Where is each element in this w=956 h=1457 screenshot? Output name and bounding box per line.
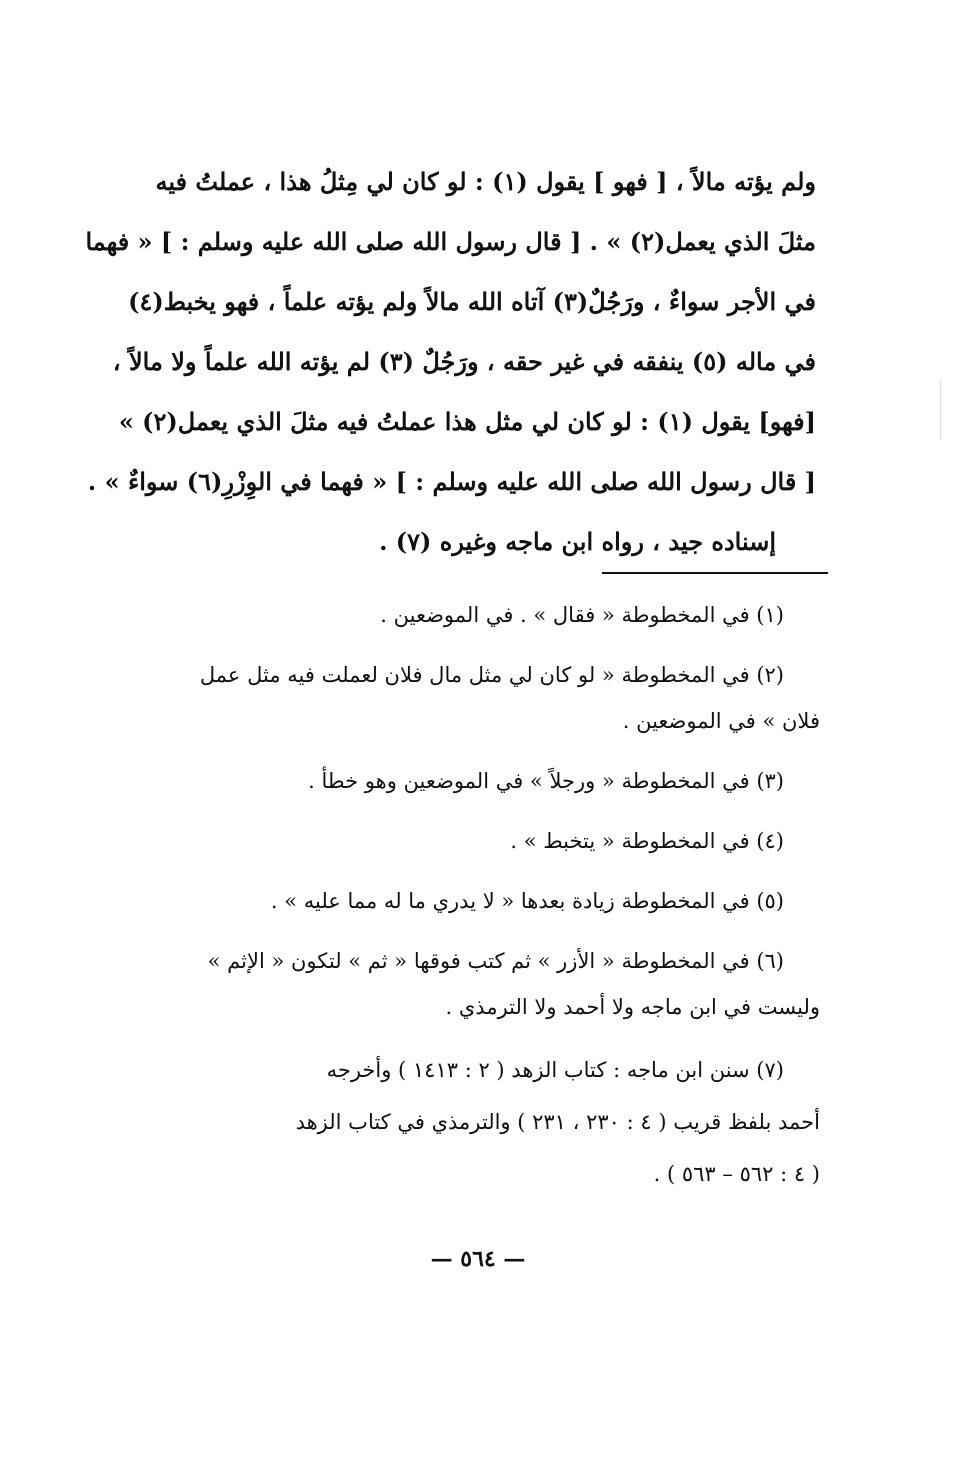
footnote-1	[160, 592, 820, 638]
main-text-line: ولم يؤته مالاً ، [ فهو ] يقول (١) : لو كان لي مِثلُ هذا ، عملتُ فيه	[155, 167, 816, 196]
footnote-5	[160, 878, 820, 924]
footnote-line: (٦) في المخطوطة « الأزر » ثم كتب فوقها « ثم » لتكون « الإثم »	[207, 949, 784, 973]
footnote-3	[160, 758, 820, 804]
footnote-6	[160, 938, 820, 1030]
footnote-line: (٤) في المخطوطة « يتخبط » .	[510, 829, 784, 853]
footnote-4	[160, 818, 820, 864]
main-text-line: في الأجر سواءٌ ، ورَجُلٌ(٣) آتاه الله مالاً ولم يؤته علماً ، فهو يخبط(٤)	[128, 287, 816, 316]
page-number: — ٥٦٤ —	[430, 1246, 526, 1272]
footnotes-block	[160, 592, 820, 1214]
main-text-line: [ قال رسول الله صلى الله عليه وسلم : ] « فهما في الوِزْرِ(٦) سواءٌ » .	[87, 467, 816, 496]
footnote-line: وليست في ابن ماجه ولا أحمد ولا الترمذي .	[445, 995, 820, 1019]
main-text-line-isnad: إسناده جيد ، رواه ابن ماجه وغيره (٧) .	[379, 527, 776, 556]
footnote-7	[160, 1044, 820, 1200]
footnote-line: (٥) في المخطوطة زيادة بعدها « لا يدري ما له مما عليه » .	[270, 889, 784, 913]
footnote-line: (٣) في المخطوطة « ورجلاً » في الموضعين وهو خطأ .	[308, 769, 784, 793]
footnote-line: ( ٤ : ٥٦٢ – ٥٦٣ ) .	[653, 1162, 820, 1186]
footnote-line: (٧) سنن ابن ماجه : كتاب الزهد ( ٢ : ١٤١٣ ) وأخرجه	[326, 1058, 784, 1082]
footnote-divider	[602, 572, 828, 574]
footnote-line: (٢) في المخطوطة « لو كان لي مثل مال فلان لعملت فيه مثل عمل	[199, 663, 784, 687]
footnote-line: (١) في المخطوطة « فقال » . في الموضعين .	[380, 603, 784, 627]
main-text-block	[85, 152, 816, 572]
main-text-line: [فهو] يقول (١) : لو كان لي مثل هذا عملتُ فيه مثلَ الذي يعمل(٢) »	[118, 407, 816, 436]
scan-edge-mark	[940, 380, 941, 440]
footnote-2	[160, 652, 820, 744]
main-text-line: في ماله (٥) ينفقه في غير حقه ، ورَجُلٌ (٣) لم يؤته الله علماً ولا مالاً ،	[112, 347, 816, 376]
footnote-line: أحمد بلفظ قريب ( ٤ : ٢٣٠ ، ٢٣١ ) والترمذي في كتاب الزهد	[295, 1110, 820, 1134]
main-text-line: مثلَ الذي يعمل(٢) » . [ قال رسول الله صلى الله عليه وسلم : ] « فهما	[85, 227, 816, 256]
footnote-line: فلان » في الموضعين .	[622, 709, 820, 733]
